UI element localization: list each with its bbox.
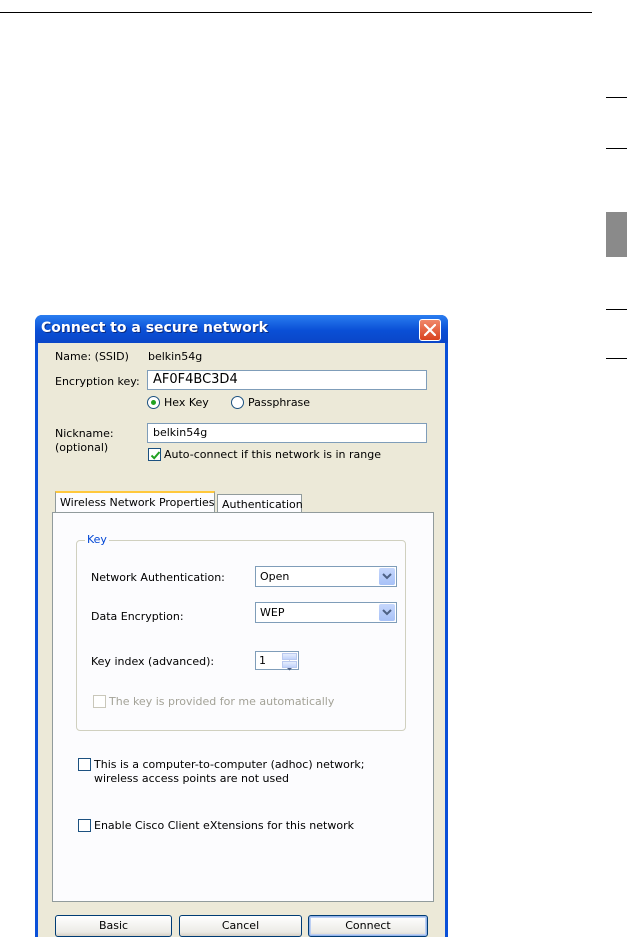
chevron-down-icon <box>382 573 392 580</box>
dialog-title: Connect to a secure network <box>41 320 268 336</box>
chevron-down-icon <box>382 609 392 616</box>
key-groupbox <box>76 533 406 731</box>
network-authentication-label: Network Authentication: <box>91 571 225 584</box>
spinner-buttons <box>282 653 297 668</box>
passphrase-label[interactable]: Passphrase <box>248 396 311 409</box>
encryption-key-label: Encryption key: <box>55 375 140 388</box>
side-tick-mark <box>606 97 627 98</box>
cisco-extensions-label[interactable]: Enable Cisco Client eXtensions for this network <box>94 819 354 832</box>
network-authentication-value: Open <box>260 570 290 583</box>
tab-wireless-network-properties[interactable] <box>55 491 215 512</box>
tab-authentication[interactable] <box>217 494 302 512</box>
data-encryption-value: WEP <box>260 606 285 619</box>
side-tick-mark <box>606 309 627 310</box>
adhoc-checkbox[interactable] <box>78 758 91 771</box>
connect-button[interactable]: Connect <box>308 915 428 937</box>
hex-key-label[interactable]: Hex Key <box>164 396 209 409</box>
key-index-value: 1 <box>259 654 266 667</box>
spin-up-button[interactable] <box>282 653 297 660</box>
auto-key-label: The key is provided for me automatically <box>109 695 335 708</box>
checkmark-icon <box>150 450 161 461</box>
adhoc-label-line2[interactable]: wireless access points are not used <box>94 772 289 785</box>
encryption-key-field[interactable]: AF0F4BC3D4 <box>147 370 427 390</box>
auto-connect-label[interactable]: Auto-connect if this network is in range <box>164 448 382 461</box>
passphrase-radio[interactable] <box>231 396 244 409</box>
tab-label: Authentication <box>222 498 303 511</box>
side-tick-mark <box>606 358 627 359</box>
tab-label: Wireless Network Properties <box>60 496 215 509</box>
dialog-body <box>38 343 445 937</box>
close-icon <box>424 324 436 336</box>
radio-selected-dot <box>151 400 156 405</box>
nickname-optional-label: (optional) <box>55 441 109 454</box>
cisco-extensions-checkbox[interactable] <box>78 819 91 832</box>
side-tick-mark <box>606 148 627 149</box>
dropdown-button[interactable] <box>379 604 395 621</box>
cancel-button[interactable]: Cancel <box>179 915 302 937</box>
basic-button[interactable]: Basic <box>55 915 172 937</box>
data-encryption-label: Data Encryption: <box>91 610 184 623</box>
connect-dialog <box>35 315 448 937</box>
ssid-label: Name: (SSID) <box>55 350 129 363</box>
key-group-legend: Key <box>87 533 107 546</box>
auto-key-checkbox <box>93 695 106 708</box>
auto-connect-checkbox[interactable] <box>148 448 161 461</box>
dialog-titlebar[interactable] <box>35 315 448 343</box>
hex-key-radio[interactable] <box>147 396 160 409</box>
key-index-spinner[interactable] <box>255 651 299 670</box>
wireless-properties-panel <box>52 512 434 902</box>
nickname-field[interactable]: belkin54g <box>147 423 427 443</box>
data-encryption-select[interactable] <box>255 602 397 623</box>
close-button[interactable] <box>419 319 441 341</box>
nickname-label: Nickname: <box>55 427 114 440</box>
dropdown-button[interactable] <box>379 568 395 585</box>
key-index-label: Key index (advanced): <box>91 655 215 668</box>
side-section-tab <box>606 212 627 257</box>
arrow-down-icon <box>283 667 296 672</box>
page-top-rule <box>0 12 592 13</box>
spin-down-button[interactable] <box>282 661 297 668</box>
ssid-value: belkin54g <box>148 350 203 363</box>
network-authentication-select[interactable] <box>255 566 397 587</box>
adhoc-label-line1[interactable]: This is a computer-to-computer (adhoc) network; <box>94 758 365 771</box>
